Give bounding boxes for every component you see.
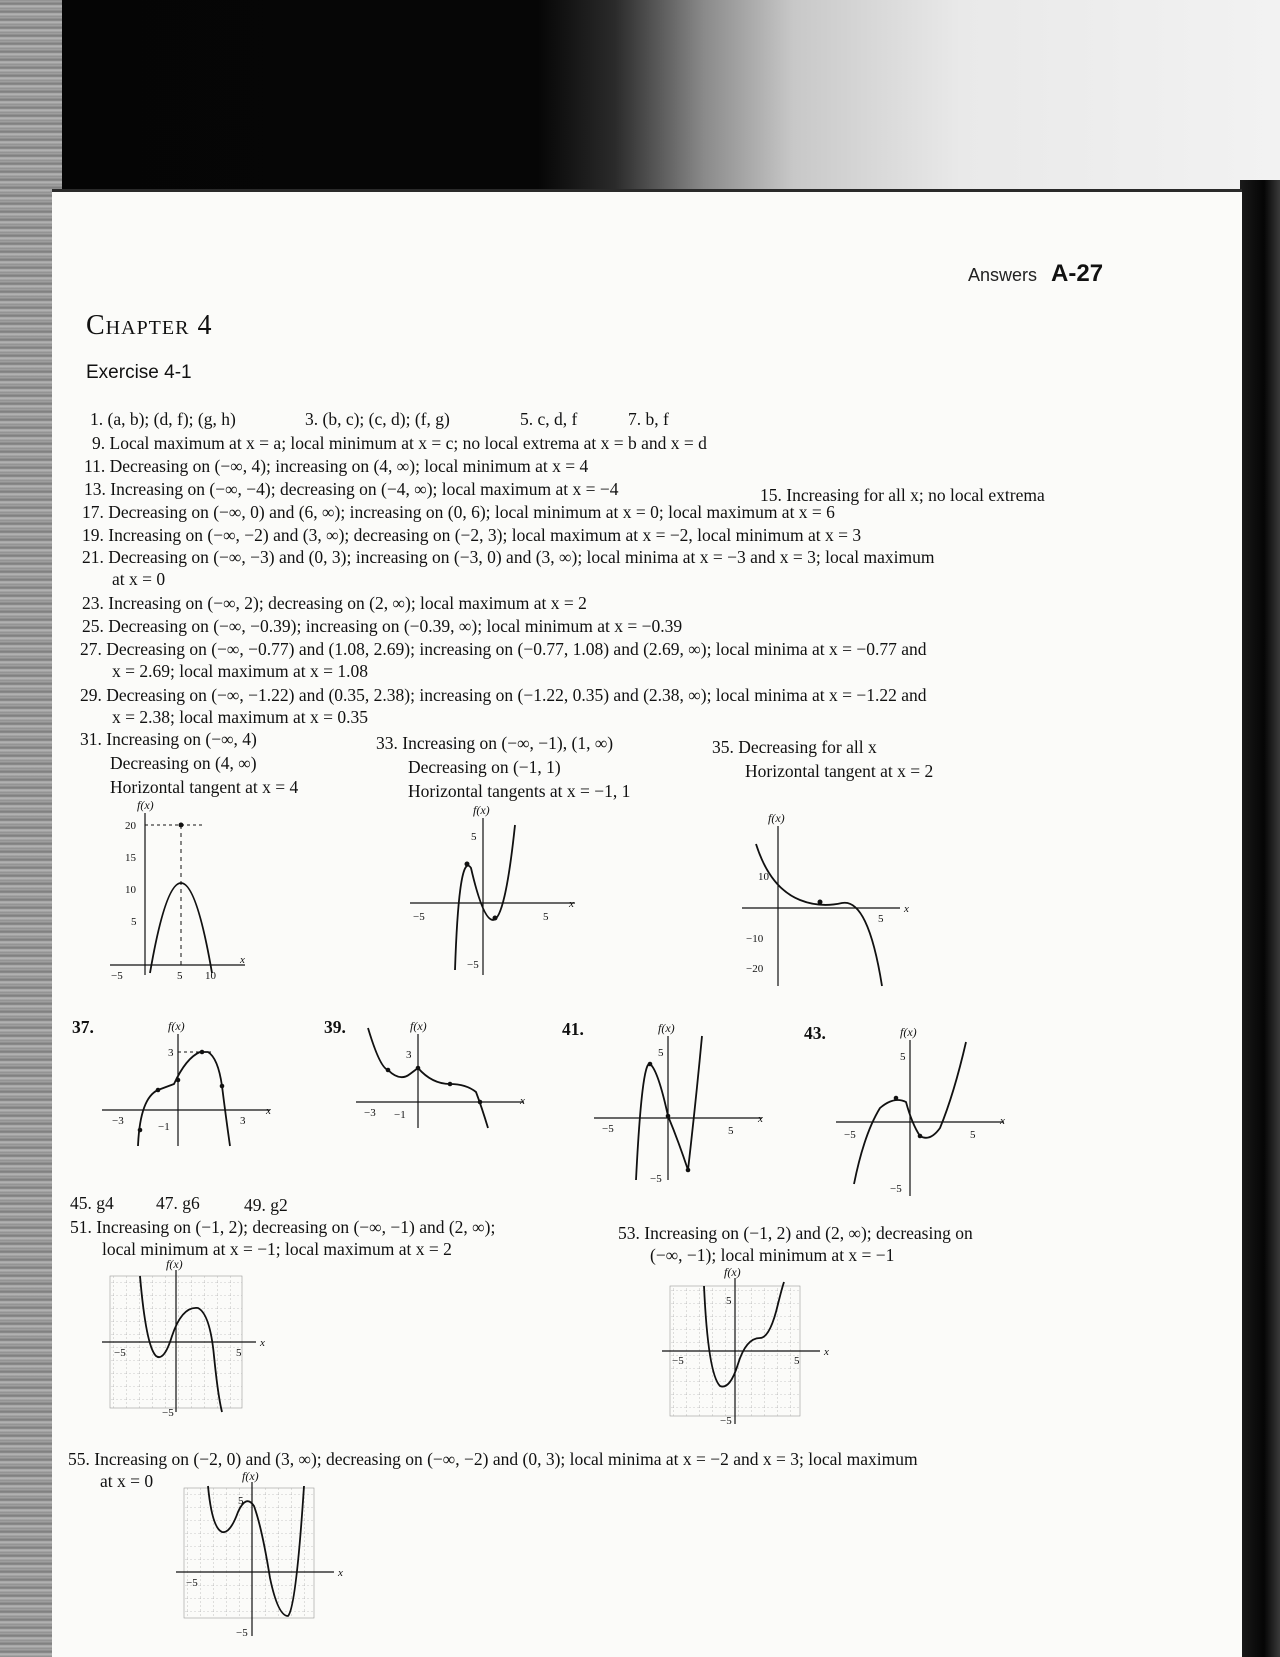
answer-51: 51. Increasing on (−1, 2); decreasing on (−∞, −1) and (2, ∞); bbox=[70, 1217, 496, 1237]
tick-y-neg1: −1 bbox=[158, 1121, 170, 1133]
y-axis-label: f(x) bbox=[166, 1257, 183, 1271]
tick-y-15: 15 bbox=[125, 852, 136, 864]
x-axis-label: x bbox=[1000, 1115, 1005, 1127]
answer-31-line3: Horizontal tangent at x = 4 bbox=[110, 777, 299, 797]
curve bbox=[368, 1028, 488, 1128]
tick-x-neg5: −5 bbox=[602, 1123, 614, 1135]
point bbox=[416, 1066, 421, 1071]
min-point bbox=[918, 1134, 923, 1139]
tick-y-neg10: −10 bbox=[746, 933, 764, 945]
max-point bbox=[648, 1062, 653, 1067]
tick-x-3: 3 bbox=[240, 1115, 246, 1127]
min-point bbox=[686, 1168, 691, 1173]
max-point bbox=[179, 823, 184, 828]
y-axis-label: f(x) bbox=[242, 1469, 259, 1483]
scan-edge-right bbox=[1240, 180, 1280, 1657]
answer-37: 37. bbox=[72, 1017, 94, 1037]
tick-x-5: 5 bbox=[177, 970, 183, 982]
tick-x-10: 10 bbox=[205, 970, 216, 982]
answer-55-cont: at x = 0 bbox=[100, 1471, 154, 1491]
tick-y-5: 5 bbox=[238, 1495, 244, 1507]
answer-31-line2: Decreasing on (4, ∞) bbox=[110, 753, 257, 773]
tick-x-5: 5 bbox=[794, 1355, 800, 1367]
answer-53-cont: (−∞, −1); local minimum at x = −1 bbox=[650, 1245, 895, 1265]
x-axis-label: x bbox=[240, 954, 245, 966]
y-axis-label: f(x) bbox=[410, 1019, 427, 1033]
answer-33-line1: 33. Increasing on (−∞, −1), (1, ∞) bbox=[376, 733, 614, 753]
answer-19: 19. Increasing on (−∞, −2) and (3, ∞); decreasing on (−2, 3); local maximum at x = −2, local minimum at x = 3 bbox=[82, 525, 862, 545]
answer-39: 39. bbox=[324, 1017, 346, 1037]
answer-23: 23. Increasing on (−∞, 2); decreasing on (2, ∞); local maximum at x = 2 bbox=[82, 593, 587, 613]
answer-17: 17. Decreasing on (−∞, 0) and (6, ∞); increasing on (0, 6); local minimum at x = 0; local maximum at x = 6 bbox=[82, 502, 835, 522]
tick-x-neg5: −5 bbox=[111, 970, 123, 982]
answer-31-line1: 31. Increasing on (−∞, 4) bbox=[80, 729, 257, 749]
tick-x-neg3: −3 bbox=[364, 1107, 376, 1119]
curve bbox=[150, 883, 212, 973]
graph-41 bbox=[592, 1020, 772, 1200]
graph-39 bbox=[354, 1018, 534, 1148]
x-axis-label: x bbox=[520, 1095, 525, 1107]
answer-13: 13. Increasing on (−∞, −4); decreasing on (−4, ∞); local maximum at x = −4 bbox=[84, 479, 619, 499]
answer-9: 9. Local maximum at x = a; local minimum at x = c; no local extrema at x = b and x = d bbox=[92, 433, 707, 453]
curve bbox=[756, 844, 882, 986]
answer-41: 41. bbox=[562, 1019, 584, 1039]
tangent-point bbox=[818, 900, 823, 905]
answer-45: 45. g4 bbox=[70, 1193, 114, 1213]
section-label: Answers bbox=[968, 265, 1038, 285]
y-axis-label: f(x) bbox=[473, 803, 490, 817]
max-point bbox=[465, 862, 470, 867]
answer-5: 5. c, d, f bbox=[520, 409, 578, 429]
graph-43 bbox=[834, 1024, 1014, 1204]
tick-x-5: 5 bbox=[728, 1125, 734, 1137]
curve bbox=[455, 825, 515, 970]
point bbox=[220, 1084, 225, 1089]
x-axis-label: x bbox=[904, 903, 909, 915]
graph-55 bbox=[174, 1468, 354, 1648]
tick-y-3: 3 bbox=[406, 1049, 412, 1061]
x-axis-label: x bbox=[824, 1346, 829, 1358]
x-axis-label: x bbox=[338, 1567, 343, 1579]
page-number: A-27 bbox=[1051, 260, 1104, 287]
tick-y-neg5: −5 bbox=[890, 1183, 902, 1195]
scan-dark-top bbox=[0, 0, 1280, 195]
tick-x-5: 5 bbox=[878, 913, 884, 925]
graph-37 bbox=[100, 1018, 280, 1148]
tick-y-10: 10 bbox=[758, 871, 769, 883]
x-axis-label: x bbox=[260, 1337, 265, 1349]
tick-y-neg5: −5 bbox=[162, 1407, 174, 1419]
chapter-title: Chapter 4 bbox=[86, 310, 213, 341]
answer-33-line2: Decreasing on (−1, 1) bbox=[408, 757, 561, 777]
curve bbox=[636, 1036, 702, 1180]
y-axis-label: f(x) bbox=[658, 1021, 675, 1035]
answer-21-cont: at x = 0 bbox=[112, 569, 166, 589]
tick-x-neg3: −3 bbox=[112, 1115, 124, 1127]
tick-x-5: 5 bbox=[236, 1347, 242, 1359]
tick-y-neg20: −20 bbox=[746, 963, 764, 975]
tick-x-neg5: −5 bbox=[413, 911, 425, 923]
running-header bbox=[968, 260, 1103, 288]
tick-y-5: 5 bbox=[131, 916, 137, 928]
tick-y-5: 5 bbox=[900, 1051, 906, 1063]
answer-27-cont: x = 2.69; local maximum at x = 1.08 bbox=[112, 661, 368, 681]
point bbox=[666, 1114, 671, 1119]
point bbox=[138, 1128, 143, 1133]
answer-21: 21. Decreasing on (−∞, −3) and (0, 3); increasing on (−3, 0) and (3, ∞); local minima at x = −3 and x = 3; local maximum bbox=[82, 547, 935, 567]
tick-y-neg5: −5 bbox=[720, 1415, 732, 1427]
graph-35 bbox=[740, 808, 920, 988]
answer-7: 7. b, f bbox=[628, 409, 669, 429]
tick-x-5: 5 bbox=[970, 1129, 976, 1141]
tick-x-neg5: −5 bbox=[114, 1347, 126, 1359]
answer-29: 29. Decreasing on (−∞, −1.22) and (0.35, 2.38); increasing on (−1.22, 0.35) and (2.38, ∞); local minima at x = −1.22 and bbox=[80, 685, 927, 705]
answer-3: 3. (b, c); (c, d); (f, g) bbox=[305, 409, 450, 429]
point bbox=[156, 1088, 161, 1093]
max-point bbox=[894, 1096, 899, 1101]
x-axis-label: x bbox=[266, 1105, 271, 1117]
tick-x-neg5: −5 bbox=[844, 1129, 856, 1141]
answer-11: 11. Decreasing on (−∞, 4); increasing on (4, ∞); local minimum at x = 4 bbox=[84, 456, 589, 476]
graph-51 bbox=[100, 1256, 270, 1426]
tick-y-neg5: −5 bbox=[650, 1173, 662, 1185]
y-axis-label: f(x) bbox=[768, 811, 785, 825]
point bbox=[448, 1082, 453, 1087]
y-axis-label: f(x) bbox=[724, 1265, 741, 1279]
point bbox=[386, 1068, 391, 1073]
exercise-title: Exercise 4-1 bbox=[86, 362, 192, 383]
y-axis-label: f(x) bbox=[168, 1019, 185, 1033]
tick-y-5: 5 bbox=[726, 1295, 732, 1307]
answer-47: 47. g6 bbox=[156, 1193, 200, 1213]
min-point bbox=[493, 916, 498, 921]
answer-49: 49. g2 bbox=[244, 1195, 288, 1215]
tick-y-neg5: −5 bbox=[236, 1627, 248, 1639]
tick-y-5: 5 bbox=[658, 1047, 664, 1059]
answer-1: 1. (a, b); (d, f); (g, h) bbox=[90, 409, 236, 429]
answer-27: 27. Decreasing on (−∞, −0.77) and (1.08, 2.69); increasing on (−0.77, 1.08) and (2.69, ∞); local minima at x = −0.77 and bbox=[80, 639, 927, 659]
answer-29-cont: x = 2.38; local maximum at x = 0.35 bbox=[112, 707, 368, 727]
point bbox=[478, 1100, 483, 1105]
y-axis-label: f(x) bbox=[137, 798, 154, 812]
answer-51-cont: local minimum at x = −1; local maximum at x = 2 bbox=[102, 1239, 452, 1259]
answer-55: 55. Increasing on (−2, 0) and (3, ∞); decreasing on (−∞, −2) and (0, 3); local minima at x = −2 and x = 3; local maximum bbox=[68, 1449, 918, 1469]
graph-31 bbox=[105, 795, 255, 985]
x-axis-label: x bbox=[758, 1113, 763, 1125]
answer-43: 43. bbox=[804, 1023, 826, 1043]
point bbox=[176, 1078, 181, 1083]
graph-33 bbox=[405, 800, 585, 980]
answer-35-line1: 35. Decreasing for all x bbox=[712, 737, 877, 757]
tick-y-20: 20 bbox=[125, 820, 136, 832]
grid bbox=[184, 1488, 314, 1618]
answer-53: 53. Increasing on (−1, 2) and (2, ∞); decreasing on bbox=[618, 1223, 973, 1243]
answer-15: 15. Increasing for all x; no local extrema bbox=[760, 485, 1045, 505]
answer-33-line3: Horizontal tangents at x = −1, 1 bbox=[408, 781, 631, 801]
tick-y-3: 3 bbox=[168, 1047, 174, 1059]
curve bbox=[138, 1052, 230, 1146]
tick-x-neg1: −1 bbox=[394, 1109, 406, 1121]
graph-53 bbox=[660, 1264, 840, 1439]
tick-x-neg5: −5 bbox=[672, 1355, 684, 1367]
tick-y-neg5: −5 bbox=[467, 959, 479, 971]
y-axis-label: f(x) bbox=[900, 1025, 917, 1039]
x-axis-label: x bbox=[569, 898, 574, 910]
answer-35-line2: Horizontal tangent at x = 2 bbox=[745, 761, 934, 781]
tick-x-5: 5 bbox=[543, 911, 549, 923]
tick-y-5: 5 bbox=[471, 831, 477, 843]
tick-y-10: 10 bbox=[125, 884, 136, 896]
tick-x-neg5: −5 bbox=[186, 1577, 198, 1589]
answer-25: 25. Decreasing on (−∞, −0.39); increasing on (−0.39, ∞); local minimum at x = −0.39 bbox=[82, 616, 683, 636]
